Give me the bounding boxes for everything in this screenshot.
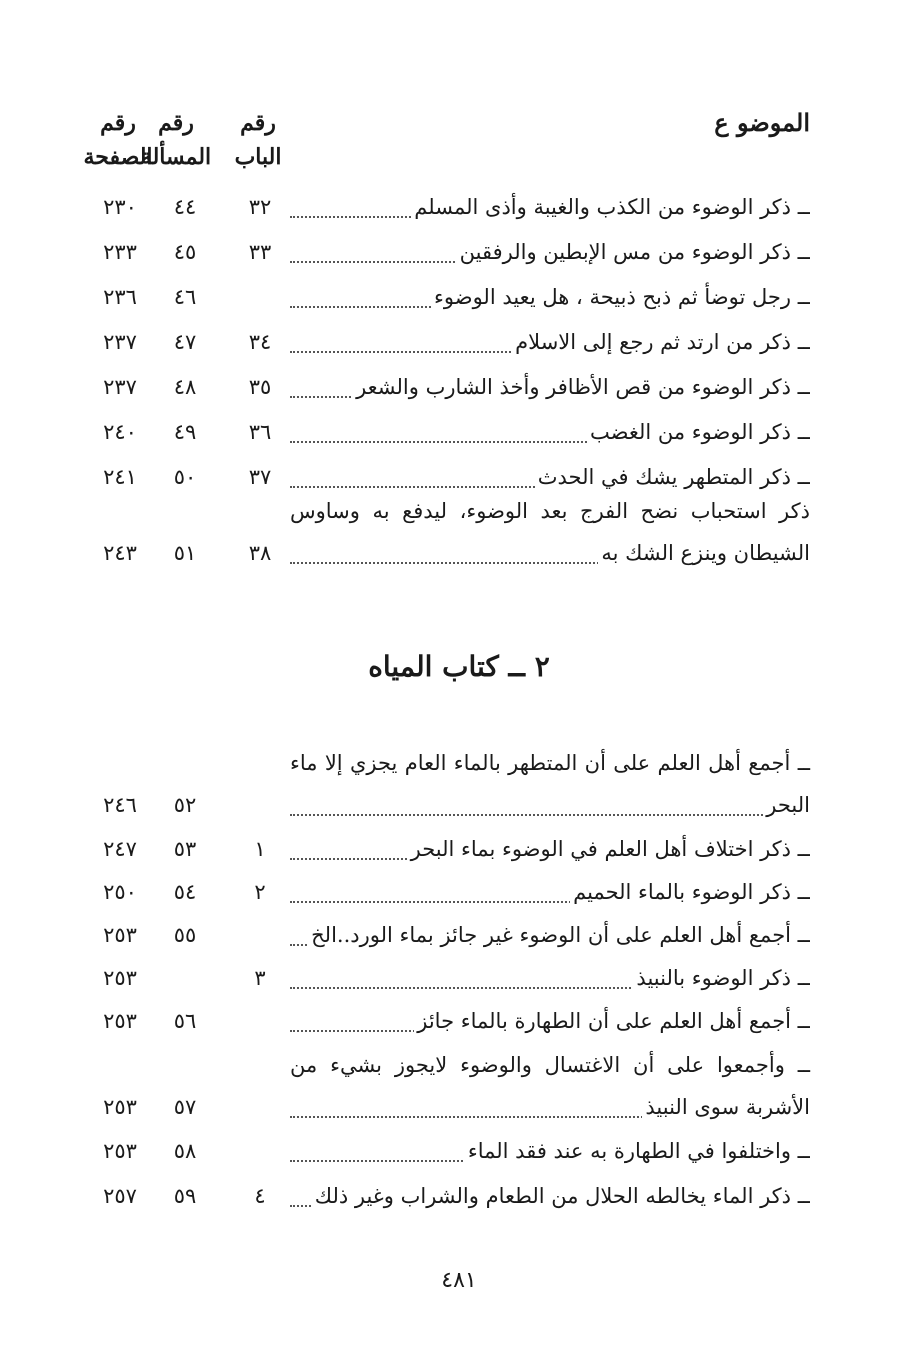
row-page-number: ٢٤١ [103, 465, 137, 489]
page-number: ٤٨١ [441, 1268, 477, 1293]
row-topic-wrap [290, 782, 810, 828]
header-col-masala-top: رقم [158, 110, 194, 136]
header-topic: الموضو ع [714, 108, 810, 137]
row-topic: ــ ذكر من ارتد ثم رجع إلى الاسلام [290, 319, 810, 365]
row-masala-number: ٥٦ [173, 1009, 197, 1033]
row-topic-line1: ــ أجمع أهل العلم على أن المتطهر بالماء العام يجزي إلا ماء [290, 751, 810, 775]
table-row [80, 274, 810, 320]
row-masala-number: ٥٢ [173, 793, 197, 817]
row-masala-number: ٥٣ [173, 837, 197, 861]
row-bab-number: ٣ [254, 966, 266, 990]
row-masala-number: ٤٧ [173, 330, 197, 354]
row-masala-number: ٤٥ [173, 240, 197, 264]
row-topic: ــ رجل توضأ ثم ذبح ذبيحة ، هل يعيد الوضوء [290, 274, 810, 320]
row-bab-number: ٤ [254, 1184, 266, 1208]
row-page-number: ٢٥٣ [103, 966, 137, 990]
row-topic-wrap [290, 184, 810, 230]
header-col-safha-top: رقم [100, 110, 136, 136]
row-page-number: ٢٣٣ [103, 240, 137, 264]
row-masala-number: ٤٤ [173, 195, 197, 219]
row-page-number: ٢٥٠ [103, 880, 137, 904]
row-masala-number: ٤٦ [173, 285, 197, 309]
row-topic-wrap [290, 229, 810, 275]
row-topic: ــ ذكر الوضوء من مس الإبطين والرفقين [290, 229, 810, 275]
row-masala-number: ٥٤ [173, 880, 197, 904]
row-topic-wrap [290, 955, 810, 1001]
row-topic-wrap [290, 319, 810, 365]
table-row [80, 869, 810, 915]
row-topic: الشيطان وينزع الشك به [290, 530, 810, 576]
row-bab-number: ١ [254, 837, 266, 861]
header-col-bab-top: رقم [240, 110, 276, 136]
row-page-number: ٢٥٧ [103, 1184, 137, 1208]
row-topic: ــ ذكر الوضوء بالنبيذ [290, 955, 810, 1001]
row-topic-wrap [290, 274, 810, 320]
header-col-safha [78, 106, 158, 174]
table-row [80, 229, 810, 275]
row-topic: ــ ذكر الوضوء من الغضب [290, 409, 810, 455]
row-topic: ــ ذكر اختلاف أهل العلم في الوضوء بماء البحر [290, 826, 810, 872]
table-row [80, 409, 810, 455]
table-row [80, 912, 810, 958]
row-topic-line1: ذكر استحباب نضح الفرج بعد الوضوء، ليدفع به وساوس [290, 499, 810, 523]
row-bab-number: ٣٥ [248, 375, 272, 399]
row-topic-wrap [290, 364, 810, 410]
row-topic: ــ واختلفوا في الطهارة به عند فقد الماء [290, 1128, 810, 1174]
header-col-bab-bottom: الباب [234, 144, 282, 170]
row-masala-number: ٥٧ [173, 1095, 197, 1119]
table-row [80, 998, 810, 1044]
row-topic: البحر [290, 782, 810, 828]
row-topic-wrap [290, 998, 810, 1044]
row-page-number: ٢٥٣ [103, 923, 137, 947]
row-page-number: ٢٥٣ [103, 1009, 137, 1033]
row-topic-wrap [290, 912, 810, 958]
header-col-masala-bottom: المسألة [140, 144, 212, 170]
section-title: ٢ ــ كتاب المياه [368, 650, 550, 683]
header-col-bab [228, 106, 288, 174]
row-bab-number: ٣٧ [248, 465, 272, 489]
table-row [80, 184, 810, 230]
row-page-number: ٢٤٧ [103, 837, 137, 861]
row-bab-number: ٣٤ [248, 330, 272, 354]
row-topic-wrap [290, 409, 810, 455]
row-masala-number: ٤٨ [173, 375, 197, 399]
row-page-number: ٢٣٠ [103, 195, 137, 219]
table-row [80, 319, 810, 365]
row-topic-wrap [290, 1084, 810, 1130]
row-page-number: ٢٣٧ [103, 375, 137, 399]
row-page-number: ٢٥٣ [103, 1139, 137, 1163]
table-row [80, 826, 810, 872]
row-masala-number: ٥٥ [173, 923, 197, 947]
table-row [80, 364, 810, 410]
row-bab-number: ٢ [254, 880, 266, 904]
table-row [80, 1084, 810, 1130]
row-masala-number: ٥٠ [173, 465, 197, 489]
row-bab-number: ٣٣ [248, 240, 272, 264]
header-col-safha-bottom: الصفحة [83, 144, 153, 170]
row-masala-number: ٥٩ [173, 1184, 197, 1208]
row-topic-wrap [290, 530, 810, 576]
row-topic: الأشربة سوى النبيذ [290, 1084, 810, 1130]
table-row [80, 782, 810, 828]
row-topic-wrap [290, 1173, 810, 1219]
row-topic-line1: ــ وأجمعوا على أن الاغتسال والوضوء لايجوز بشيء من [290, 1053, 810, 1077]
row-topic-wrap [290, 1128, 810, 1174]
table-row [80, 1173, 810, 1219]
row-topic: ــ ذكر المتطهر يشك في الحدث [290, 454, 810, 500]
row-page-number: ٢٥٣ [103, 1095, 137, 1119]
table-row [80, 1128, 810, 1174]
row-topic-wrap [290, 826, 810, 872]
row-topic: ــ ذكر الوضوء من الكذب والغيبة وأذى المسلم [290, 184, 810, 230]
row-page-number: ٢٣٧ [103, 330, 137, 354]
row-bab-number: ٣٨ [248, 541, 272, 565]
row-page-number: ٢٤٣ [103, 541, 137, 565]
row-topic: ــ ذكر الماء يخالطه الحلال من الطعام والشراب وغير ذلك [290, 1173, 810, 1219]
row-topic-wrap [290, 869, 810, 915]
row-topic: ــ ذكر الوضوء من قص الأظافر وأخذ الشارب والشعر [290, 364, 810, 410]
row-topic: ــ أجمع أهل العلم على أن الطهارة بالماء جائز [290, 998, 810, 1044]
row-masala-number: ٥٨ [173, 1139, 197, 1163]
table-row [80, 955, 810, 1001]
row-masala-number: ٤٩ [173, 420, 197, 444]
row-topic: ــ ذكر الوضوء بالماء الحميم [290, 869, 810, 915]
row-masala-number: ٥١ [173, 541, 197, 565]
table-row [80, 530, 810, 576]
row-page-number: ٢٤٦ [103, 793, 137, 817]
row-page-number: ٢٣٦ [103, 285, 137, 309]
row-bab-number: ٣٢ [248, 195, 272, 219]
row-topic: ــ أجمع أهل العلم على أن الوضوء غير جائز بماء الورد..الخ [290, 912, 810, 958]
row-bab-number: ٣٦ [248, 420, 272, 444]
row-page-number: ٢٤٠ [103, 420, 137, 444]
